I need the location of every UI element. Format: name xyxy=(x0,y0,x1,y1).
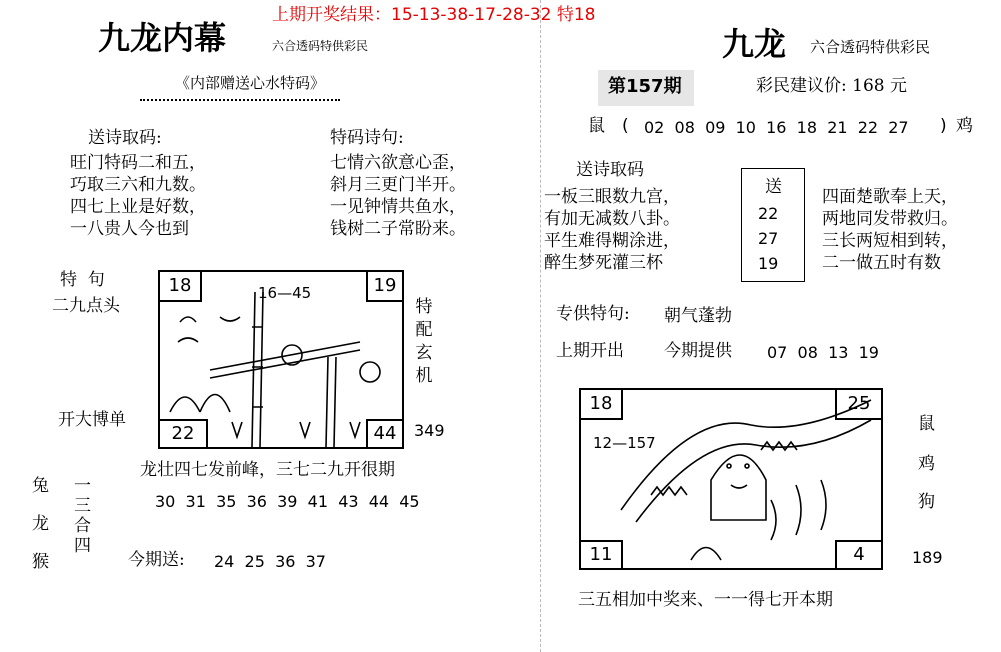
poem-line: 一八贵人今也到 xyxy=(70,219,189,239)
suggested-price: 彩民建议价: 168 元 xyxy=(756,76,907,96)
left-poem-heading: 送诗取码: xyxy=(88,128,162,148)
special-sentence: 二九点头 xyxy=(52,296,120,316)
poem-line: 一见钟情共鱼水， xyxy=(330,197,466,217)
poem-line: 一板三眼数九宫， xyxy=(544,187,680,207)
poem-line: 二一做五时有数 xyxy=(822,253,941,273)
rooster-label: 鸡 xyxy=(956,116,973,136)
offer-numbers: 07 08 13 19 xyxy=(767,343,879,362)
right-puzzle-box xyxy=(579,388,883,570)
poem-line: 旺门特码二和五， xyxy=(70,153,206,173)
right-poem-left xyxy=(544,186,680,274)
poem-line: 巧取三六和九数。 xyxy=(70,175,206,195)
corner-number: 11 xyxy=(579,540,623,570)
send-label: 今期送: xyxy=(128,550,185,570)
special-offer-text: 朝气蓬勃 xyxy=(664,306,732,326)
animal-dog: 狗 xyxy=(918,492,935,512)
left-subtitle: 六合透码特供彩民 xyxy=(272,39,369,53)
paren-open: ( xyxy=(622,116,629,136)
rat-label: 鼠 xyxy=(588,116,605,136)
issue-number: 第157期 xyxy=(608,76,682,97)
right-poem-heading: 特码诗句: xyxy=(330,128,404,148)
poem-line: 两地同发带救归。 xyxy=(822,209,958,229)
special-offer-label: 专供特句: xyxy=(556,304,630,324)
send-box xyxy=(741,168,805,282)
send-box-number: 19 xyxy=(758,254,779,273)
poem-line: 醉生梦死灌三杯 xyxy=(544,253,663,273)
last-result-banner: 上期开奖结果：15-13-38-17-28-32 特18 xyxy=(272,5,596,25)
panel-divider xyxy=(540,0,541,652)
send-box-label: 送 xyxy=(765,177,782,197)
animal-monkey: 猴 xyxy=(32,552,49,572)
right-title: 九龙 xyxy=(722,25,787,63)
group-char: 一 xyxy=(74,476,91,496)
group-char: 三 xyxy=(74,496,91,516)
bamboo-sketch xyxy=(160,272,402,447)
group-char: 合 xyxy=(74,516,91,536)
send-numbers: 24 25 36 37 xyxy=(214,552,326,571)
banner-underline xyxy=(140,99,340,101)
animal-rabbit: 兔 xyxy=(32,476,49,496)
poem-line: 七情六欲意心歪， xyxy=(330,153,466,173)
box-note: 16—45 xyxy=(258,284,312,302)
animal-dragon: 龙 xyxy=(32,514,49,534)
left-poem xyxy=(70,152,206,240)
special-match-vertical: 特配玄机 xyxy=(415,297,433,386)
poem-line: 三长两短相到转， xyxy=(822,231,958,251)
offer-label: 今期提供 xyxy=(664,341,732,361)
right-poem-right xyxy=(822,186,958,274)
send-box-number: 22 xyxy=(758,204,779,223)
special-poem xyxy=(330,152,466,240)
right-footer-slogan: 三五相加中奖来、一一得七开本期 xyxy=(578,590,833,610)
corner-number: 44 xyxy=(366,419,404,449)
left-side-number: 349 xyxy=(414,421,445,440)
poem-line: 有加无减数八卦。 xyxy=(544,209,680,229)
dragon-sketch xyxy=(581,390,881,568)
left-banner: 《内部赠送心水特码》 xyxy=(175,74,326,92)
left-slogan: 龙壮四七发前峰，三七二九开很期 xyxy=(140,460,395,480)
poem-line: 平生难得糊涂进， xyxy=(544,231,680,251)
left-title: 九龙内幕 xyxy=(98,19,227,57)
left-number-list: 30 31 35 36 39 41 43 44 45 xyxy=(155,492,420,511)
gamble-label: 开大博单 xyxy=(58,410,126,430)
corner-number: 25 xyxy=(835,388,883,420)
paren-close: ) xyxy=(940,116,947,136)
corner-number: 19 xyxy=(366,270,404,302)
corner-number: 18 xyxy=(158,270,202,302)
animal-rooster: 鸡 xyxy=(918,454,935,474)
right-subtitle: 六合透码特供彩民 xyxy=(810,38,931,56)
special-sentence-label: 特 句 xyxy=(60,270,105,290)
corner-number: 22 xyxy=(158,419,208,449)
group-char: 四 xyxy=(74,536,91,556)
poem-line: 钱树二子常盼来。 xyxy=(330,219,466,239)
last-issue-label: 上期开出 xyxy=(556,341,624,361)
send-box-number: 27 xyxy=(758,229,779,248)
poem-line: 斜月三更门半开。 xyxy=(330,175,466,195)
corner-number: 18 xyxy=(579,388,623,420)
right-poem-heading: 送诗取码 xyxy=(576,160,644,180)
poem-line: 四七上业是好数， xyxy=(70,197,206,217)
rat-number-list: 02 08 09 10 16 18 21 22 27 xyxy=(644,118,909,137)
box-note: 12—157 xyxy=(593,434,656,452)
right-side-number: 189 xyxy=(912,548,943,567)
left-puzzle-box xyxy=(158,270,404,449)
animal-rat: 鼠 xyxy=(918,414,935,434)
corner-number: 4 xyxy=(835,540,883,570)
poem-line: 四面楚歌奉上天， xyxy=(822,187,958,207)
